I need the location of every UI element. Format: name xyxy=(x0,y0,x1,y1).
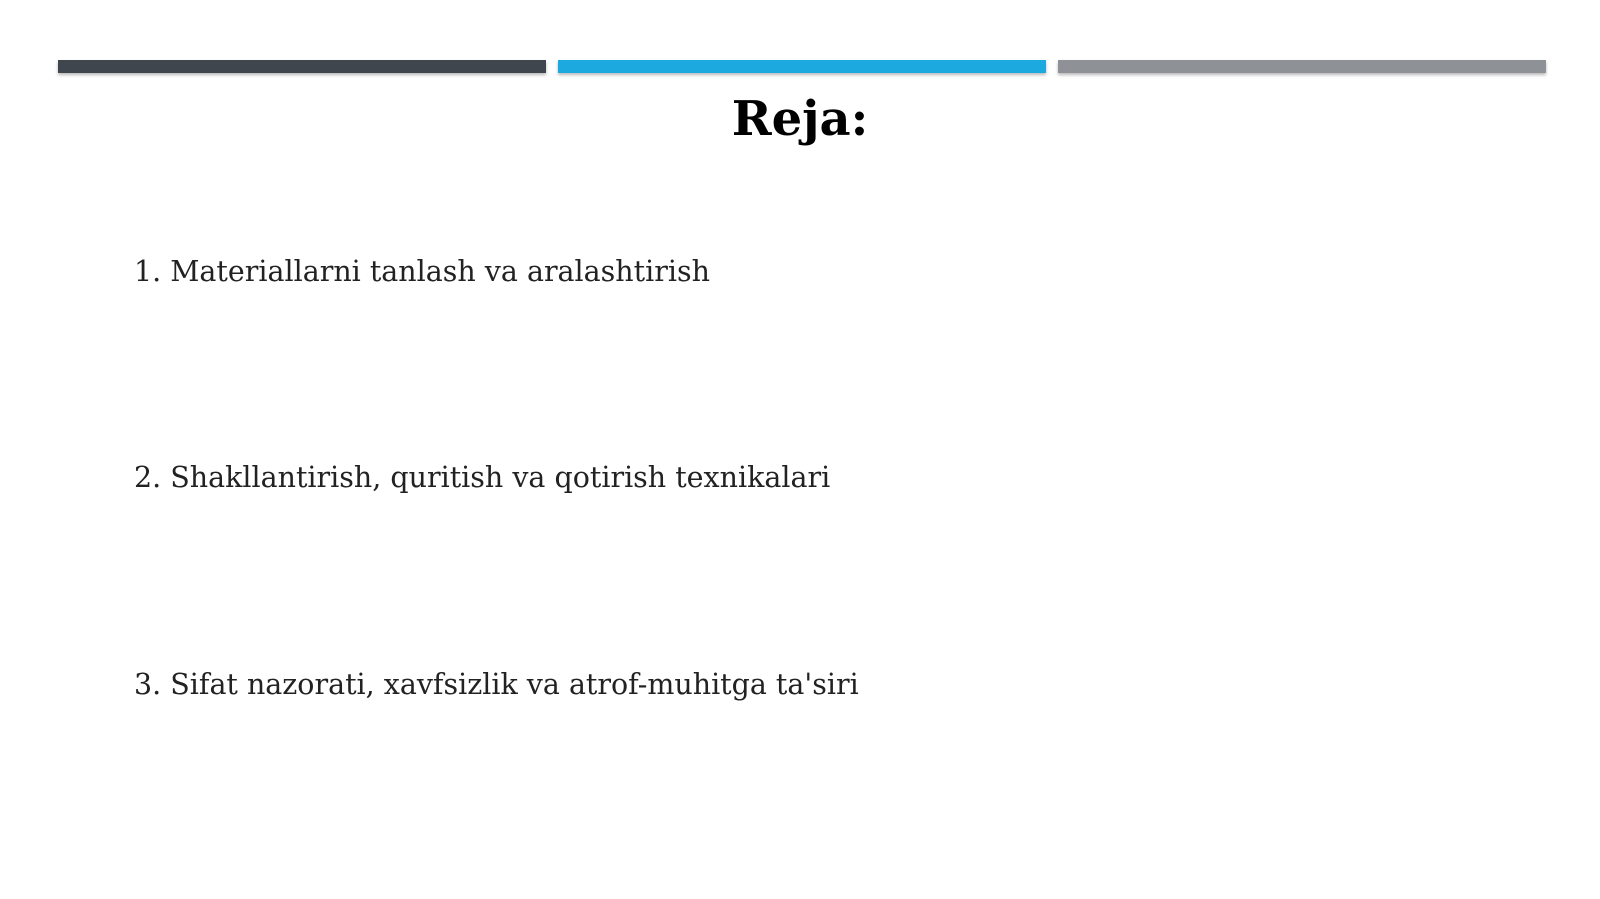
header-bar-gray xyxy=(1058,60,1546,73)
header-bar-dark xyxy=(58,60,546,73)
plan-item-1: 1. Materiallarni tanlash va aralashtirish xyxy=(134,255,710,288)
slide-title: Reja: xyxy=(731,91,869,147)
plan-item-3: 3. Sifat nazorati, xavfsizlik va atrof-muhitga ta'siri xyxy=(134,668,859,701)
plan-item-2: 2. Shakllantirish, quritish va qotirish texnikalari xyxy=(134,461,831,494)
header-bar-blue xyxy=(558,60,1046,73)
